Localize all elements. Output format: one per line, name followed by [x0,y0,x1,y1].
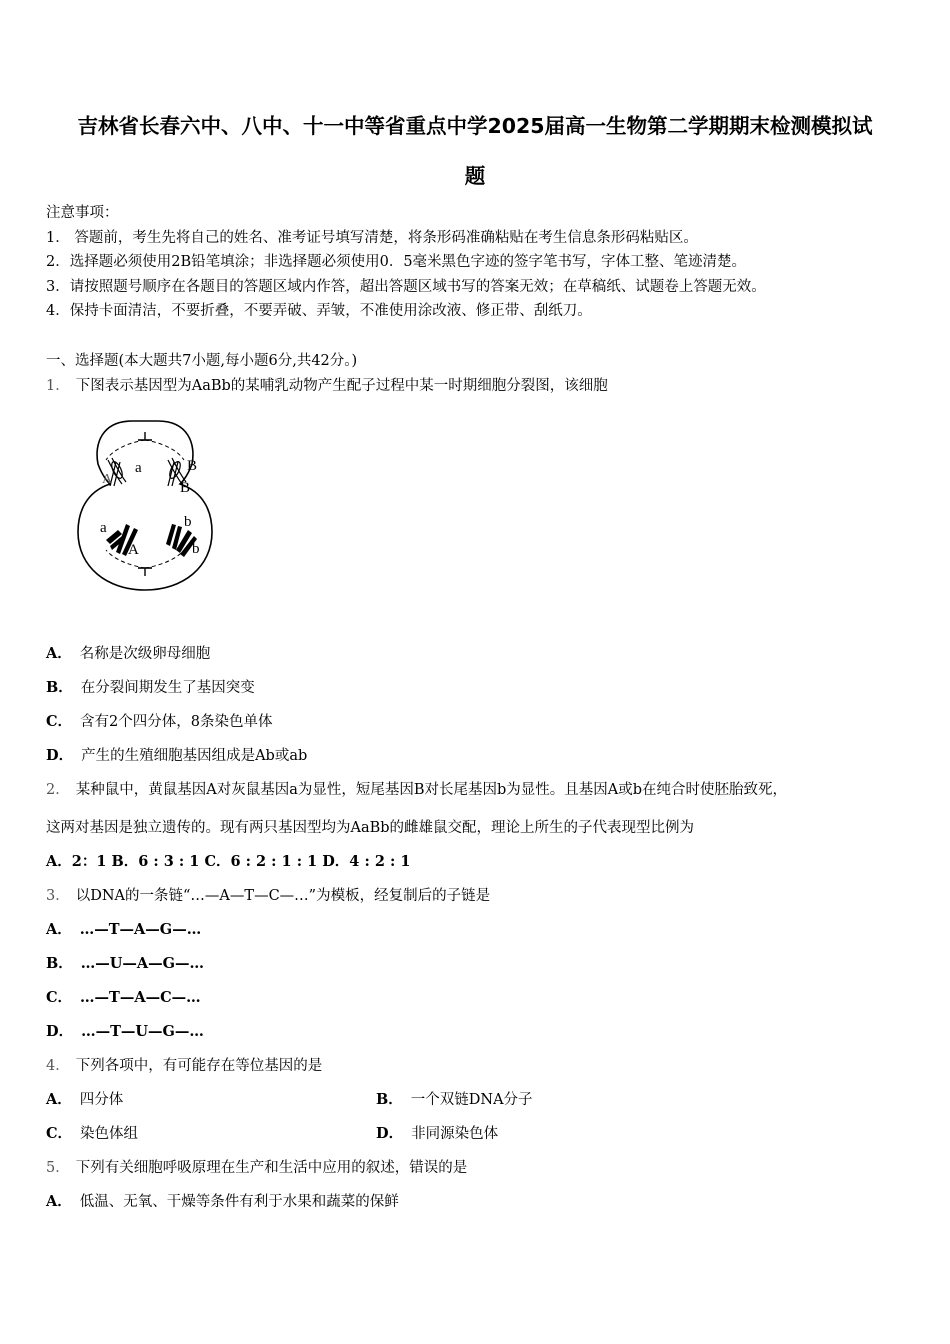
gene-label: B [180,480,191,496]
cell-division-figure [72,412,218,598]
question-number: 3． [46,888,70,904]
option-b[interactable]: B． 在分裂间期发生了基因突变 [46,679,255,696]
question-number: 2． [46,782,70,798]
option-a[interactable]: A． 名称是次级卵母细胞 [46,645,211,662]
question-number: 5． [46,1160,70,1176]
gene-label: A [102,472,113,487]
gene-label: B [187,458,198,474]
question-text: 下列有关细胞呼吸原理在生产和生活中应用的叙述，错误的是 [75,1160,468,1176]
option-b[interactable]: B． 一个双链DNA分子 [376,1091,533,1108]
option-d[interactable]: D． 产生的生殖细胞基因组成是Ab或ab [46,747,308,764]
question-2-stem [46,780,787,800]
gene-label: A [128,542,139,558]
question-3-stem [46,886,490,906]
question-number: 1． [46,378,70,394]
notice-item: 4．保持卡面清洁，不要折叠，不要弄破、弄皱，不准使用涂改液、修正带、刮纸刀。 [46,303,592,319]
page-title-continued: 题 [464,164,486,188]
question-5-stem [46,1158,467,1178]
option-a[interactable]: A． …—T—A—G—… [46,921,202,938]
cell-membrane-outline [78,421,212,590]
question-number: 4． [46,1058,70,1074]
option-d[interactable]: D． …—T—U—G—… [46,1023,204,1040]
page-title: 吉林省长春六中、八中、十一中等省重点中学2025届高一生物第二学期期末检测模拟试 [77,114,873,138]
question-2-options[interactable]: A．2：1 B．6 : 3 : 1 C．6 : 2 : 1 : 1 D．4 : 2 : 1 [46,853,411,870]
gene-label: b [192,541,200,557]
option-c[interactable]: C． 染色体组 [46,1125,139,1142]
gene-label: a [100,520,107,536]
gene-label: a [135,460,142,476]
option-d[interactable]: D． 非同源染色体 [376,1125,499,1142]
question-1-stem [46,376,608,396]
question-text: 以DNA的一条链“…—A—T—C—…”为模板，经复制后的子链是 [75,888,491,904]
question-text: 某种鼠中，黄鼠基因A对灰鼠基因a为显性，短尾基因B对长尾基因b为显性。且基因A或b在纯合时使胚胎致死， [75,782,788,798]
section-heading: 一、选择题(本大题共7小题,每小题6分,共42分。) [46,353,358,369]
question-text: 下图表示基因型为AaBb的某哺乳动物产生配子过程中某一时期细胞分裂图，该细胞 [75,378,608,394]
question-2-stem-continued: 这两对基因是独立遗传的。现有两只基因型均为AaBb的雌雄鼠交配，理论上所生的子代表现型比例为 [46,820,695,836]
notice-item: 1． 答题前，考生先将自己的姓名、准考证号填写清楚，将条形码准确粘贴在考生信息条形码粘贴区。 [46,230,698,246]
notice-item: 2．选择题必须使用2B铅笔填涂；非选择题必须使用0．5毫米黑色字迹的签字笔书写，字体工整、笔迹清楚。 [46,254,747,270]
question-4-stem [46,1056,322,1076]
option-b[interactable]: B． …—U—A—G—… [46,955,205,972]
notice-item: 3．请按照题号顺序在各题目的答题区域内作答，超出答题区域书写的答案无效；在草稿纸、试题卷上答题无效。 [46,279,766,295]
option-c[interactable]: C． 含有2个四分体，8条染色单体 [46,713,273,730]
question-text: 下列各项中，有可能存在等位基因的是 [75,1058,323,1074]
option-a[interactable]: A． 四分体 [46,1091,124,1108]
option-a[interactable]: A． 低温、无氧、干燥等条件有利于水果和蔬菜的保鲜 [46,1193,399,1210]
notice-heading: 注意事项： [46,205,119,221]
option-c[interactable]: C． …—T—A—C—… [46,989,201,1006]
gene-label: b [184,514,192,530]
